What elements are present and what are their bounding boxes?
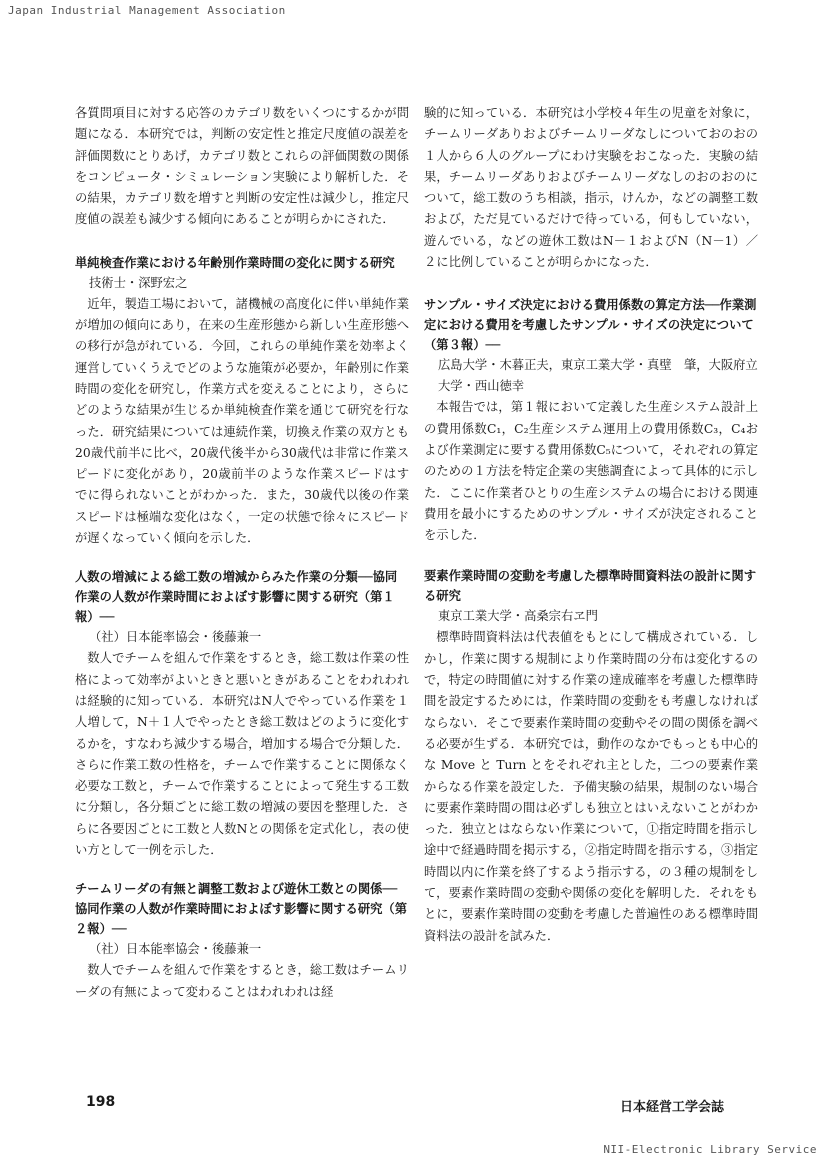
article-title: チームリーダの有無と調整工数および遊休工数との関係── 協同作業の人数が作業時間におよぼす影響に関する研究（第２報）── <box>75 882 408 937</box>
article-authors: 技術士・深野宏之 <box>89 275 188 290</box>
article-4 <box>424 295 758 546</box>
article-title: 人数の増減による総工数の増減からみた作業の分類──協同作業の人数が作業時間におよぼす影響に関する研究（第１報）── <box>75 570 398 625</box>
article-body: 近年，製造工場において，諸機械の高度化に伴い単純作業が増加の傾向にあり，在来の生産形態から新しい生産形態への移行が急がれている．今回，これらの単純作業を効率よく運営していくうえでどのような施策が必要か，年齢別に作業時間の変化を研究し，作業方式を変えることにより，さらにどのような結果が生じるか単純検査作業を通じて研究を行なった．研究結果については連続作業，切換え作業の双方とも20歳代前半に比べ，20歳代後半から30歳代は非常に作業スピードに変化があり，20歳前半のような作業スピードはすでに得られないことがわかった．また，30歳代以後の作業スピードは極端な変化はなく，一定の状態で徐々にスピードが遅くなっていく傾向を示した． <box>75 296 409 546</box>
article-authors: 東京工業大学・高桑宗右ヱ門 <box>438 609 598 624</box>
article-1 <box>75 253 409 550</box>
article-title: 要素作業時間の変動を考慮した標準時間資料法の設計に関する研究 <box>424 569 757 604</box>
article-title: サンプル・サイズ決定における費用係数の算定方法──作業測定における費用を考慮したサンプル・サイズの決定について（第３報）── <box>424 298 757 353</box>
article-body: 数人でチームを組んで作業をするとき，総工数は作業の性格によって効率がよいときと悪いときがあることをわれわれは経験的に知っている．本研究はN人でやっている作業を１人増して，N＋１人でやったとき総工数はどのように変化するかを，すなわち減少する場合，増加する場合で分類した．さらに作業工数の性格を，チームで作業することに関係なく必要な工数と，チームで作業することによって発生する工数に分類し，各分類ごとに総工数の増減の要因を整理した．さらに各要因ごとに工数と人数Nとの関係を定式化し，表の使い方として一例を示した． <box>75 651 409 858</box>
right-column <box>424 103 758 947</box>
article-body: 数人でチームを組んで作業をするとき，総工数はチームリーダの有無によって変わることはわれわれは経 <box>75 963 409 999</box>
page-number: 198 <box>86 1094 116 1110</box>
article-title: 単純検査作業における年齢別作業時間の変化に関する研究 <box>75 255 395 270</box>
article-2 <box>75 567 409 861</box>
page-header: Japan Industrial Management Association <box>8 4 286 17</box>
continuation-paragraph: 験的に知っている．本研究は小学校４年生の児童を対象に，チームリーダありおよびチームリーダなしについておのおの１人から６人のグループにわけ実験をおこなった．実験の結果，チームリーダありおよびチームリーダなしのおのおのについて，総工数のうち相談，指示，けんか，などの調整工数および，ただ見ているだけで待っている，何もしていない，遊んでいる，などの遊休工数はN－１およびN（N－1）／２に比例していることが明らかになった． <box>424 106 758 270</box>
article-3 <box>75 879 409 1003</box>
article-authors: （社）日本能率協会・後藤兼一 <box>89 630 262 645</box>
article-body: 本報告では，第１報において定義した生産システム設計上の費用係数C₁，C₂生産システム運用上の費用係数C₃，C₄および作業測定に要する費用係数C₅について，それぞれの算定のための１方法を特定企業の実態調査によって具体的に示した．ここに作業者ひとりの生産システムの場合における関連費用を最小にするためのサンプル・サイズが決定されることを示した． <box>424 400 758 543</box>
left-column <box>75 103 409 1003</box>
article-body: 標準時間資料法は代表値をもとにして構成されている．しかし，作業に関する規制により作業時間の分布は変化するので，特定の時間値に対する作業の達成確率を考慮した標準時間を設定するためには，作業時間の変動をも考慮しなければならない．そこで要素作業時間の変動やその間の関係を調べる必要が生ずる．本研究では，動作のなかでもっとも中心的な Move と Turn とをそれぞれ主とした，二つの要素作業からなる作業を設定した．予備実験の結果，規制のない場合に要素作業時間の間は必ずしも独立とはいえないことがわかった．独立とはならない作業について，①指定時間を指示し途中で経過時間を掲示する，②指定時間を指示する，③指定時間以内に作業を終了するよう指示する，の３種の規制をして，要素作業時間の変動や関係の変化を解明した．それをもとに，要素作業時間の変動を考慮した普遍性のある標準時間資料法の設計を試みた． <box>424 630 758 943</box>
page-footer: NII-Electronic Library Service <box>603 1143 817 1156</box>
article-authors: （社）日本能率協会・後藤兼一 <box>89 942 262 957</box>
journal-name: 日本経営工学会誌 <box>620 1100 725 1115</box>
intro-paragraph: 各質問項目に対する応答のカテゴリ数をいくつにするかが問題になる．本研究では，判断の安定性と推定尺度値の誤差を評価関数にとりあげ，カテゴリ数とこれらの評価関数の関係をコンピュータ・シミュレーション実験により解析した．その結果，カテゴリ数を増すと判断の安定性は減少し，推定尺度値の誤差も減少する傾向にあることが明らかにされた． <box>75 106 409 227</box>
article-5 <box>424 566 758 946</box>
article-authors: 広島大学・木暮正夫，東京工業大学・真壁 肇，大阪府立大学・西山徳幸 <box>438 358 758 394</box>
